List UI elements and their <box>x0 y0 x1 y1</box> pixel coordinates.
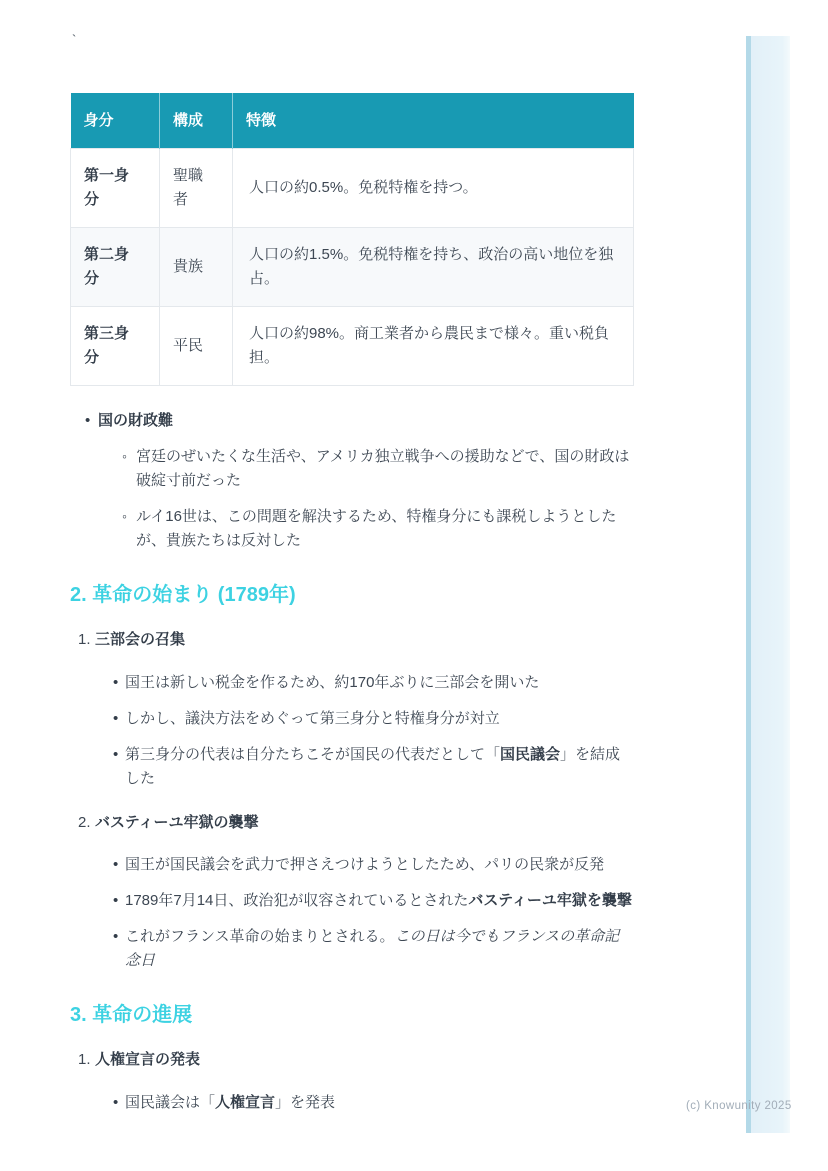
bullet-icon: • <box>113 928 119 945</box>
list-item-text: 宮廷のぜいたくな生活や、アメリカ独立戦争への援助などで、国の財政は破綻寸前だった <box>136 448 630 489</box>
list-item-text: 1789年7月14日、政治犯が収容されているとされたバスティーユ牢獄を襲撃 <box>125 892 632 909</box>
list-item <box>70 409 633 433</box>
list-item <box>70 925 633 973</box>
bullet-icon: • <box>113 673 119 691</box>
list-item-text: これがフランス革命の始まりとされる。この日は今でもフランスの革命記念日 <box>125 928 620 969</box>
list-item-text: ルイ16世は、この問題を解決するため、特権身分にも課税しようとしたが、貴族たちは反対した <box>136 508 617 549</box>
features-cell: 人口の約98%。商工業者から農民まで様々。重い税負担。 <box>233 307 634 386</box>
list-item-text: 第三身分の代表は自分たちこそが国民の代表だとして「国民議会」を結成した <box>125 745 621 787</box>
bullet-icon: • <box>113 856 119 873</box>
estates-table <box>70 93 634 386</box>
table-header-composition: 構成 <box>160 93 233 149</box>
bullet-icon: • <box>113 1093 119 1111</box>
numbered-item-title <box>70 629 633 652</box>
item-number: 1. <box>78 631 91 648</box>
numbered-item-title <box>70 1049 633 1072</box>
bullet-icon: • <box>113 745 119 763</box>
circle-bullet-icon: ◦ <box>122 448 127 464</box>
list-item <box>70 707 633 731</box>
list-item-title: 国の財政難 <box>98 412 174 429</box>
table-row <box>71 149 634 228</box>
table-header-features: 特徴 <box>233 93 634 149</box>
list-item-text: 国民議会は「人権宣言」を発表 <box>125 1093 336 1111</box>
list-item-text: 国王は新しい税金を作るため、約170年ぶりに三部会を開いた <box>125 673 540 691</box>
list-item <box>70 505 633 553</box>
item-number: 1. <box>78 1051 91 1068</box>
circle-bullet-icon: ◦ <box>122 508 127 524</box>
bullet-list <box>70 1091 633 1115</box>
list-item <box>70 853 633 877</box>
estate-cell: 第一身分 <box>71 149 160 228</box>
bullet-list <box>70 671 633 791</box>
document-content <box>70 93 633 1115</box>
table-row <box>71 307 634 386</box>
section-heading-revolution-progress: 3. 革命の進展 <box>70 1004 193 1026</box>
list-item <box>70 889 633 913</box>
bullet-icon: • <box>85 412 91 429</box>
table-row <box>71 228 634 307</box>
table-header-estate: 身分 <box>71 93 160 149</box>
composition-cell: 平民 <box>160 307 233 386</box>
watermark: (c) Knowunity 2025 <box>686 1100 792 1112</box>
estate-cell: 第二身分 <box>71 228 160 307</box>
section-heading-revolution-start: 2. 革命の始まり (1789年) <box>70 584 296 606</box>
bullet-icon: • <box>113 892 119 909</box>
composition-cell: 聖職者 <box>160 149 233 228</box>
bullet-icon: • <box>113 709 119 727</box>
list-item-text: しかし、議決方法をめぐって第三身分と特権身分が対立 <box>125 709 500 727</box>
stray-backtick-mark: ` <box>72 32 77 47</box>
bullet-list <box>70 853 633 973</box>
numbered-item-title <box>70 812 633 835</box>
table-header-row <box>71 93 634 149</box>
finance-section <box>70 409 633 553</box>
features-cell: 人口の約1.5%。免税特権を持ち、政治の高い地位を独占。 <box>233 228 634 307</box>
list-item <box>70 671 633 695</box>
item-title: 三部会の召集 <box>95 631 186 648</box>
item-title: バスティーユ牢獄の襲撃 <box>95 813 259 831</box>
list-item-text: 国王が国民議会を武力で押さえつけようとしたため、パリの民衆が反発 <box>125 856 605 873</box>
scrollbar[interactable] <box>746 36 790 1133</box>
list-item <box>70 1091 633 1115</box>
item-title: 人権宣言の発表 <box>95 1051 201 1068</box>
list-item <box>70 743 633 791</box>
estate-cell: 第三身分 <box>71 307 160 386</box>
item-number: 2. <box>78 813 91 831</box>
composition-cell: 貴族 <box>160 228 233 307</box>
features-cell: 人口の約0.5%。免税特権を持つ。 <box>233 149 634 228</box>
list-item <box>70 445 633 493</box>
